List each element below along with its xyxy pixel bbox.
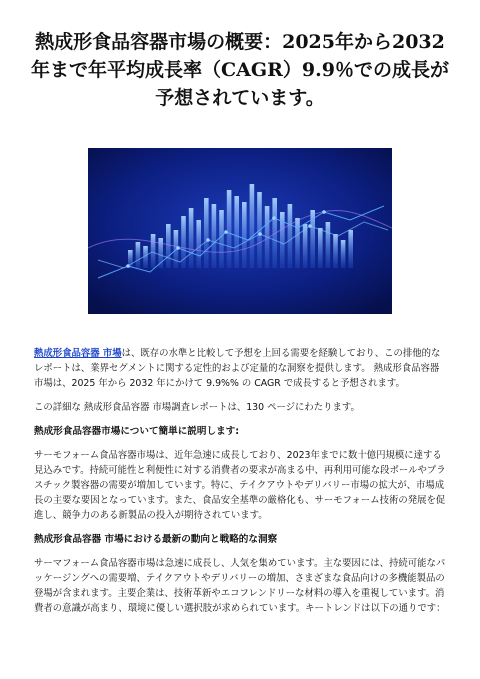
document-title: 熱成形食品容器市場の概要：2025年から2032年まで年平均成長率（CAGR）9.9％での成長が予想されています。 [31,31,449,109]
hero-bar [166,224,171,268]
hero-dot [322,210,326,214]
hero-dot [308,224,312,228]
intro-paragraph [34,346,448,391]
pages-note: この詳細な 熱成形食品容器 市場調査レポートは、130 ページにわたります。 [34,402,360,413]
hero-bar [219,210,224,268]
section-heading-overview: 熱成形食品容器市場について簡単に説明します: [34,426,240,437]
section-body-overview: サーモフォーム食品容器市場は、近年急速に成長しており、2023年までに数十億円規模に達する見込みです。持続可能性と利便性に対する消費者の要求が高まる中、再利用可能な段ボールやプラスチック製容器の需要が増加しています。特に、テイクアウトやデリバリー市場の拡大が、市場成長の主要な要因となっています。また、食品安全基準の厳格化も、サーモフォーム技術の発展を促進し、競争力のある新製品の投入が期待されています。 [34,450,446,521]
hero-dot [258,232,262,236]
hero-dot [224,230,228,234]
hero-bar [234,196,239,268]
hero-bar [333,234,338,268]
hero-bar [204,198,209,268]
hero-dot [206,238,210,242]
hero-bar [326,222,331,268]
hero-bar [227,190,232,268]
intro-text: は、既存の水準と比較して予想を上回る需要を経験しており、この排他的なレポートは、業界セグメントに関する定性的および定量的な洞察を提供します。 熱成形食品容器 市場は、2025 年から 2032 年にかけて 9.9%% の CAGR で成長すると予想されます。 [34,348,441,389]
hero-bar [341,240,346,268]
hero-bar [288,204,293,268]
hero-bar [318,228,323,268]
document-body [34,346,448,625]
hero-bar [242,202,247,268]
hero-bar [250,184,255,268]
hero-bar [189,208,194,268]
hero-bar [196,220,201,268]
hero-bar [136,242,141,268]
hero-dot [272,216,276,220]
hero-bar [295,218,300,268]
section-heading-trends: 熱成形食品容器 市場における最新の動向と戦略的な洞察 [34,534,278,545]
market-link[interactable]: 熱成形食品容器 市場 [34,348,122,359]
hero-bar [212,204,217,268]
hero-dot [176,246,180,250]
hero-dot [126,264,130,268]
section-body-trends: サーマフォーム食品容器市場は急速に成長し、人気を集めています。主な要因には、持続可能なパッケージングへの需要増、テイクアウトやデリバリーの増加、さまざまな食品向けの多機能製品の登場が含まれます。主要企業は、技術革新やエコフレンドリーな材料の導入を重視しています。消費者の意識が高まり、環境に優しい選択肢が求められています。キートレンドは以下の通りです： [34,558,446,614]
hero-image-financial-chart [88,148,392,314]
hero-bar [348,230,353,268]
hero-bar [151,234,156,268]
